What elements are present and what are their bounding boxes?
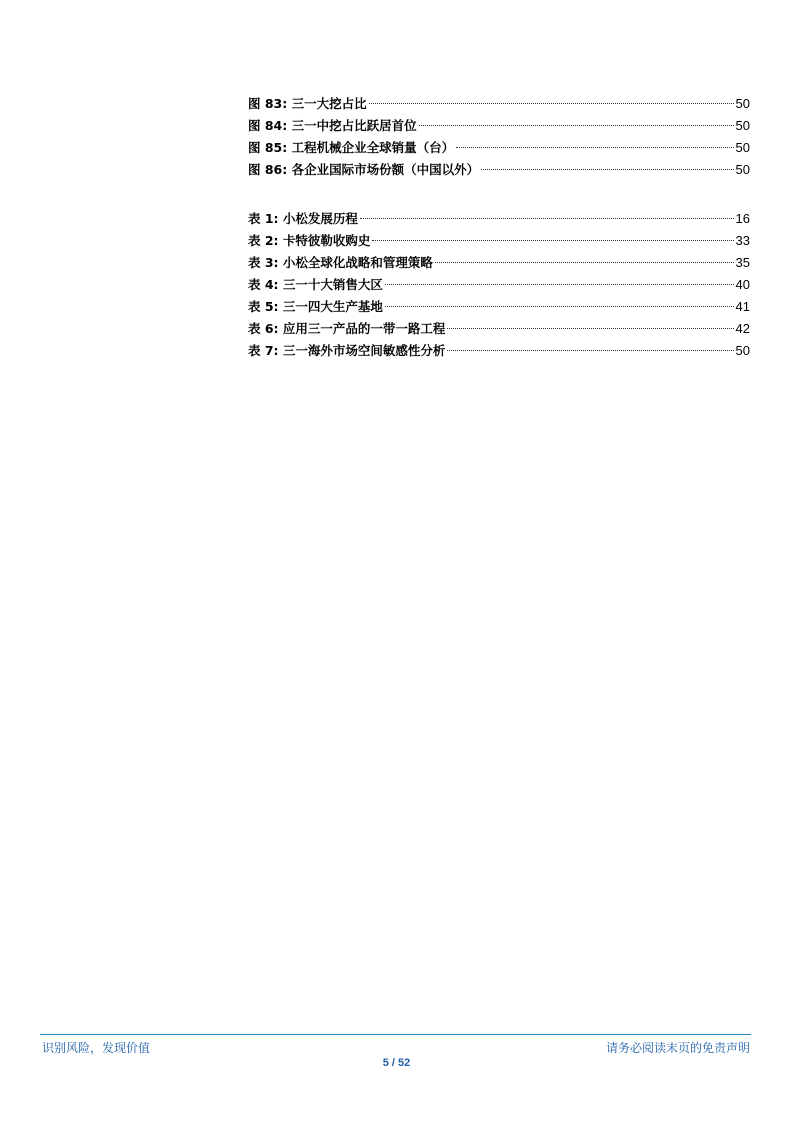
toc-entry-page: 42 xyxy=(735,321,750,336)
dot-leader xyxy=(369,103,734,104)
dot-leader xyxy=(419,125,734,126)
footer-slogan: 识别风险，发现价值 xyxy=(42,1041,151,1055)
footer-disclaimer-notice: 请务必阅读末页的免责声明 xyxy=(605,1041,750,1055)
dot-leader xyxy=(385,306,734,307)
toc-entry-page: 50 xyxy=(735,118,750,133)
toc-entry-label: 表 4: 三一十大销售大区 xyxy=(248,277,383,292)
toc-entry-label: 表 3: 小松全球化战略和管理策略 xyxy=(248,255,433,270)
dot-leader xyxy=(372,240,733,241)
table-toc-list xyxy=(248,208,750,362)
toc-entry-figure-83[interactable] xyxy=(248,93,750,115)
dot-leader xyxy=(447,350,733,351)
toc-entry-label: 图 86: 各企业国际市场份额（中国以外） xyxy=(248,162,480,177)
page-number: 5 / 52 xyxy=(382,1057,411,1069)
toc-entry-figure-85[interactable] xyxy=(248,137,750,159)
toc-entry-page: 50 xyxy=(735,162,750,177)
toc-entry-page: 50 xyxy=(735,343,750,358)
toc-entry-table-6[interactable] xyxy=(248,318,750,340)
toc-entry-page: 35 xyxy=(735,255,750,270)
toc-entry-label: 图 85: 工程机械企业全球销量（台） xyxy=(248,140,455,155)
toc-entry-page: 41 xyxy=(735,299,750,314)
toc-entry-table-1[interactable] xyxy=(248,208,750,230)
toc-entry-label: 表 7: 三一海外市场空间敏感性分析 xyxy=(248,343,446,358)
toc-entry-label: 表 1: 小松发展历程 xyxy=(248,211,358,226)
footer-divider xyxy=(40,1034,751,1035)
toc-entry-figure-86[interactable] xyxy=(248,159,750,181)
toc-entry-label: 图 83: 三一大挖占比 xyxy=(248,96,367,111)
toc-entry-table-7[interactable] xyxy=(248,340,750,362)
toc-entry-table-3[interactable] xyxy=(248,252,750,274)
dot-leader xyxy=(456,147,733,148)
dot-leader xyxy=(435,262,734,263)
toc-entry-table-5[interactable] xyxy=(248,296,750,318)
toc-entry-page: 50 xyxy=(735,140,750,155)
toc-entry-page: 50 xyxy=(735,96,750,111)
dot-leader xyxy=(447,328,733,329)
toc-entry-table-2[interactable] xyxy=(248,230,750,252)
figure-toc-list xyxy=(248,93,750,181)
toc-entry-label: 表 5: 三一四大生产基地 xyxy=(248,299,383,314)
toc-entry-page: 33 xyxy=(735,233,750,248)
dot-leader xyxy=(385,284,734,285)
toc-entry-label: 表 2: 卡特彼勒收购史 xyxy=(248,233,371,248)
toc-entry-page: 40 xyxy=(735,277,750,292)
toc-entry-table-4[interactable] xyxy=(248,274,750,296)
toc-entry-figure-84[interactable] xyxy=(248,115,750,137)
dot-leader xyxy=(360,218,734,219)
toc-entry-page: 16 xyxy=(735,211,750,226)
toc-entry-label: 图 84: 三一中挖占比跃居首位 xyxy=(248,118,417,133)
toc-entry-label: 表 6: 应用三一产品的一带一路工程 xyxy=(248,321,446,336)
dot-leader xyxy=(481,169,733,170)
